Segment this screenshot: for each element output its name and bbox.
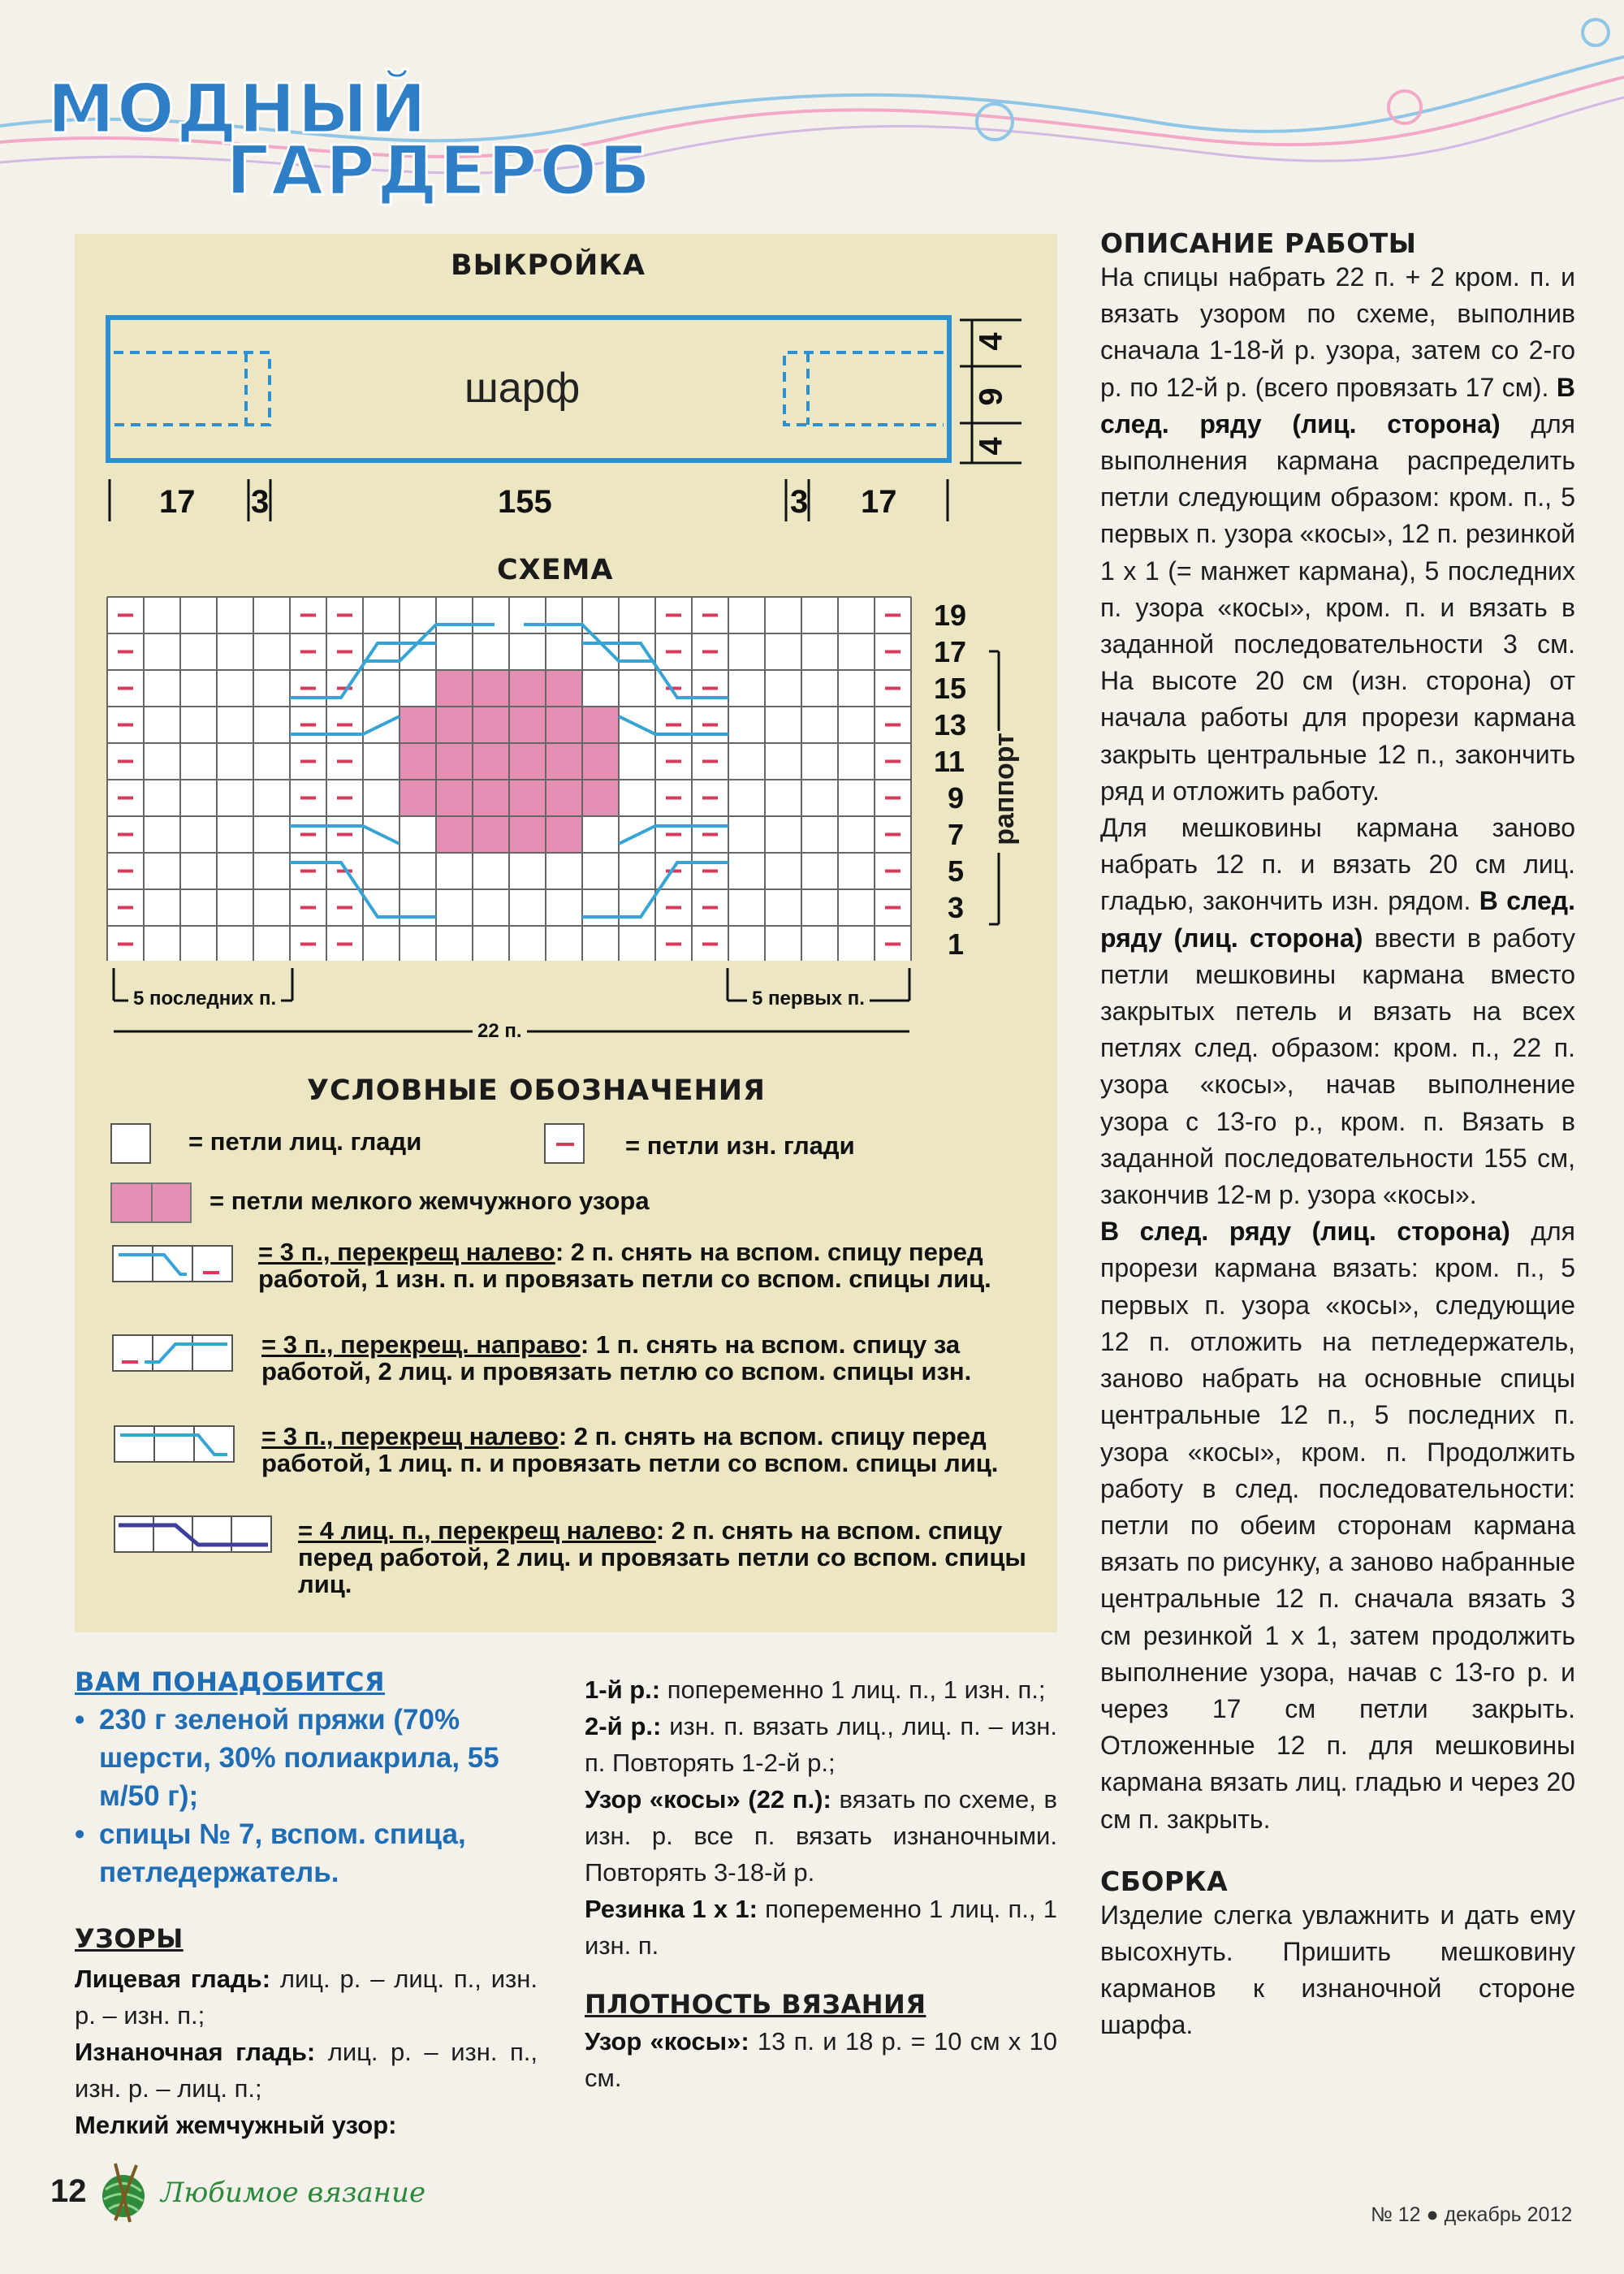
dim-155: 155 bbox=[498, 484, 552, 520]
seed-rows-and-patterns bbox=[585, 1671, 1057, 2096]
materials-section bbox=[75, 1667, 562, 1891]
patterns-section bbox=[75, 1921, 538, 2143]
gauge-title: ПЛОТНОСТЬ ВЯЗАНИЯ bbox=[585, 1989, 926, 2020]
cross-left-knit-symbol bbox=[114, 1425, 235, 1463]
description-section bbox=[1100, 227, 1575, 2044]
description-para-2: Для мешковины кармана заново набрать 12 п. и вязать 20 см лиц. гладью, закончить изн. рядом. В след. ряду (лиц. сторона) ввести в работу петли мешковины кармана вместо закрытых петель и вязать на всех петлях след. образом: кром. п., 22 п. узора «косы», начав выполнение узора с 13-го р., кром. п. Вязать в заданной последовательности 155 см, закончив 12-м р. узора «косы». bbox=[1100, 813, 1575, 1210]
width-label: 22 п. bbox=[473, 1020, 527, 1043]
purl-symbol bbox=[544, 1123, 585, 1164]
cable-pattern: Узор «косы» (22 п.): вязать по схеме, в изн. р. все п. вязать изнаночными. Повторять 3-18-й р. bbox=[585, 1785, 1057, 1887]
pattern-stockinette: Лицевая гладь: лиц. р. – лиц. п., изн. р. – изн. п.; bbox=[75, 1965, 538, 2030]
knitting-chart bbox=[106, 595, 918, 961]
description-para-1: На спицы набрать 22 п. + 2 кром. п. и вязать узором по схеме, выполнив сначала 1-18-й р. узора, затем со 2-го р. по 12-й р. (всего провязать 17 см). В след. ряду (лиц. сторона) для выполнения кармана распределить петли следующим образом: кром. п., 5 первых п. узора «косы», 12 п. резинкой 1 х 1 (= манжет кармана), 5 последних п. узора «косы», кром. п. и вязать в заданной последовательности 3 см. На высоте 20 см (изн. сторона) от начала работы для прорези кармана закрыть центральные 12 п., закончить ряд и отложить работу. bbox=[1100, 262, 1576, 806]
legend-title: УСЛОВНЫЕ ОБОЗНАЧЕНИЯ bbox=[307, 1074, 766, 1107]
row-number-7: 7 bbox=[948, 818, 965, 851]
description-para-3: В след. ряду (лиц. сторона) для прорези кармана вязать: кром. п., 5 первых п. узора «косы», следующие 12 п. отложить на петледержатель, заново набрать на основные спицы центральные 12 п., 5 последних п. узора «косы», кром. п. Продолжить работу в след. последовательности: петли по обеим сторонам кармана вязать по рисунку, а заново набранные центральные 12 п. сначала вязать 3 см резинкой 1 х 1, затем продолжить выполнение узора, начав с 13-го р. и через 17 см петли закрыть. Отложенные 12 п. для мешковины кармана вязать лиц. гладью и через 20 см п. закрыть. bbox=[1100, 1217, 1576, 1834]
rapport-label: раппорт bbox=[988, 733, 1020, 845]
cross-left-purl-text: = 3 п., перекрещ налево: 2 п. снять на вспом. спицу перед работой, 1 изн. п. и провязать петли со вспом. спицы лиц. bbox=[258, 1238, 991, 1293]
scarf-label: шарф bbox=[464, 365, 581, 412]
yarn-ball-icon bbox=[91, 2160, 156, 2225]
dim-3-right: 3 bbox=[790, 484, 809, 520]
row-number-17: 17 bbox=[934, 635, 967, 668]
purl-legend-text: = петли изн. глади bbox=[625, 1131, 855, 1160]
row-number-5: 5 bbox=[948, 854, 965, 888]
scarf-pattern-drawing bbox=[97, 309, 1039, 544]
seed-row-1: 1-й р.: попеременно 1 лиц. п., 1 изн. п.; bbox=[585, 1675, 1046, 1704]
patterns-title: УЗОРЫ bbox=[75, 1923, 184, 1954]
issue-info: № 12 ● декабрь 2012 bbox=[1371, 2203, 1573, 2226]
cable-4-symbol bbox=[114, 1515, 273, 1553]
page-number: 12 bbox=[50, 2173, 87, 2209]
description-title: ОПИСАНИЕ РАБОТЫ bbox=[1100, 227, 1417, 259]
knit-legend-text: = петли лиц. глади bbox=[188, 1127, 422, 1156]
scheme-title: СХЕМА bbox=[497, 554, 614, 586]
knit-symbol bbox=[110, 1123, 151, 1164]
rib-pattern: Резинка 1 х 1: попеременно 1 лиц. п., 1 изн. п. bbox=[585, 1895, 1057, 1960]
row-number-15: 15 bbox=[934, 672, 967, 705]
materials-item-needles: • спицы № 7, вспом. спица, петледержатель. bbox=[75, 1815, 562, 1891]
cable-4-text: = 4 лиц. п., перекрещ налево: 2 п. снять на вспом. спицу перед работой, 2 лиц. и провязать петли со вспом. спицы лиц. bbox=[298, 1516, 1026, 1598]
pattern-seed: Мелкий жемчужный узор: bbox=[75, 2111, 397, 2139]
dim-9: 9 bbox=[973, 387, 1009, 406]
dim-17-right: 17 bbox=[861, 484, 897, 520]
row-number-13: 13 bbox=[934, 708, 967, 741]
first5-label: 5 первых п. bbox=[747, 988, 870, 1010]
materials-title: ВАМ ПОНАДОБИТСЯ bbox=[75, 1667, 385, 1697]
dim-17-left: 17 bbox=[159, 484, 196, 520]
assembly-title: СБОРКА bbox=[1100, 1865, 1229, 1897]
row-number-11: 11 bbox=[934, 745, 965, 778]
pattern-title: ВЫКРОЙКА bbox=[451, 249, 646, 282]
gauge-text: Узор «косы»: 13 п. и 18 р. = 10 см х 10 см. bbox=[585, 2027, 1058, 2092]
brand-title-line1: МОДНЫЙ bbox=[47, 69, 429, 149]
row-number-1: 1 bbox=[948, 927, 965, 961]
cross-left-purl-symbol bbox=[112, 1245, 234, 1282]
cross-right-text: = 3 п., перекрещ. направо: 1 п. снять на вспом. спицу за работой, 2 лиц. и провязать петлю со вспом. спицы изн. bbox=[261, 1330, 972, 1386]
magazine-name: Любимое вязание bbox=[161, 2177, 426, 2209]
materials-item-yarn: • 230 г зеленой пряжи (70% шерсти, 30% полиакрила, 55 м/50 г); bbox=[75, 1701, 562, 1815]
cross-right-symbol bbox=[112, 1334, 234, 1372]
pattern-reverse-stockinette: Изнаночная гладь: лиц. р. – изн. п., изн. р. – лиц. п.; bbox=[75, 2038, 538, 2103]
row-number-19: 19 bbox=[934, 599, 967, 632]
seed-symbol bbox=[110, 1182, 192, 1223]
brand-title-line2: ГАРДЕРОБ bbox=[226, 131, 653, 210]
dim-4-top: 4 bbox=[973, 332, 1009, 351]
dim-3-left: 3 bbox=[251, 484, 270, 520]
seed-legend-text: = петли мелкого жемчужного узора bbox=[209, 1187, 650, 1215]
cross-left-knit-text: = 3 п., перекрещ налево: 2 п. снять на вспом. спицу перед работой, 1 лиц. п. и провязать петли со вспом. спицы лиц. bbox=[261, 1422, 999, 1477]
dim-4-bottom: 4 bbox=[973, 437, 1009, 456]
seed-row-2: 2-й р.: изн. п. вязать лиц., лиц. п. – изн. п. Повторять 1-2-й р.; bbox=[585, 1712, 1057, 1777]
row-number-3: 3 bbox=[948, 891, 965, 924]
row-number-9: 9 bbox=[948, 781, 965, 815]
last5-label: 5 последних п. bbox=[128, 988, 281, 1010]
assembly-text: Изделие слегка увлажнить и дать ему высохнуть. Пришить мешковину карманов к изнаночной стороне шарфа. bbox=[1100, 1900, 1575, 2040]
